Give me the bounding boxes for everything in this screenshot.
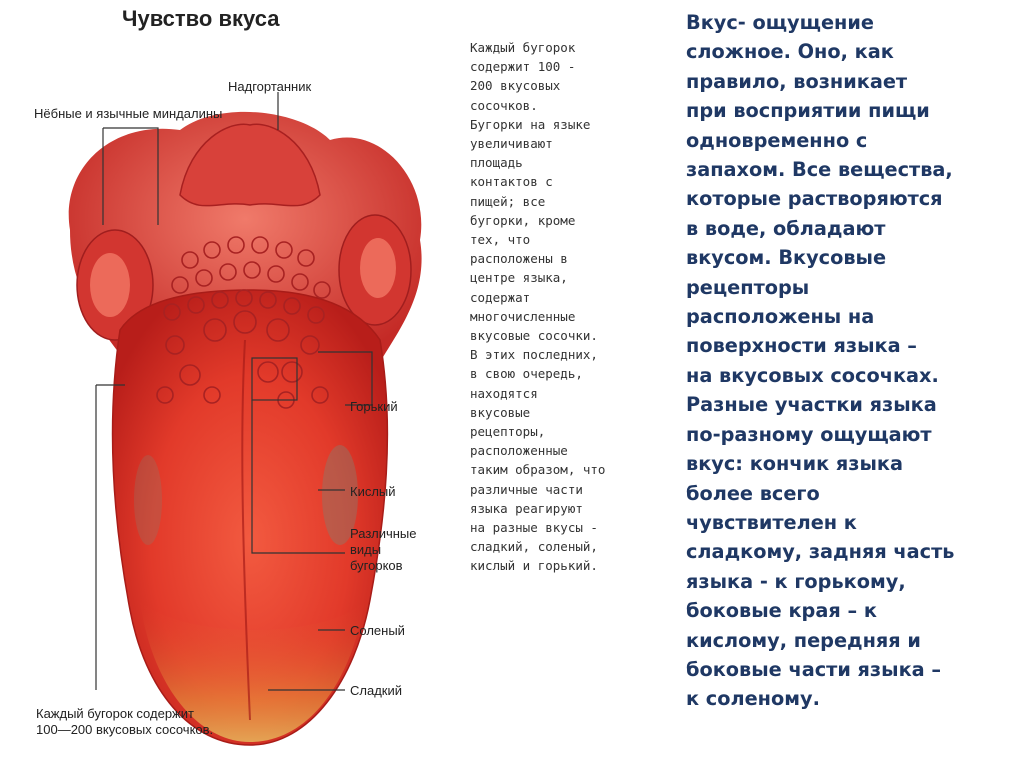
label-bitter: Горький — [350, 399, 398, 414]
label-papillae-types: Различные виды бугорков — [350, 526, 417, 573]
label-salty: Соленый — [350, 623, 405, 638]
label-tonsils: Нёбные и язычные миндалины — [34, 106, 223, 121]
label-bottom-note: Каждый бугорок содержит 100—200 вкусовых сосочков. — [36, 706, 214, 737]
label-sour: Кислый — [350, 484, 396, 499]
label-epiglottis: Надгортанник — [228, 79, 312, 94]
figure-title: Чувство вкуса — [122, 6, 280, 31]
main-text: Вкус- ощущение сложное. Оно, как правило, возникает при восприятии пищи одновременно с запахом. Все вещества, которые растворяются в воде, обладают вкусом. Вкусовые рецепторы расположены на поверхности языка – на вкусовых сосочках. Разные участки языка по-разному ощущают вкус: кончик языка более всего чувствителен к сладкому, задняя часть языка - к горькому, боковые края – к кислому, передняя и боковые части языка – к соленому. — [686, 11, 955, 711]
label-sweet: Сладкий — [350, 683, 402, 698]
figure-description: Каждый бугорок содержит 100 - 200 вкусовых сосочков. Бугорки на языке увеличивают площадь контактов с пищей; все бугорки, кроме тех, что расположены в центре языка, содержат многочисленные вкусовые сосочки. В этих последних, в свою очередь, находятся вкусовые рецепторы, расположенные таким образом, что различные части языка реагируют на разные вкусы - сладкий, соленый, кислый и горький. — [470, 40, 606, 574]
